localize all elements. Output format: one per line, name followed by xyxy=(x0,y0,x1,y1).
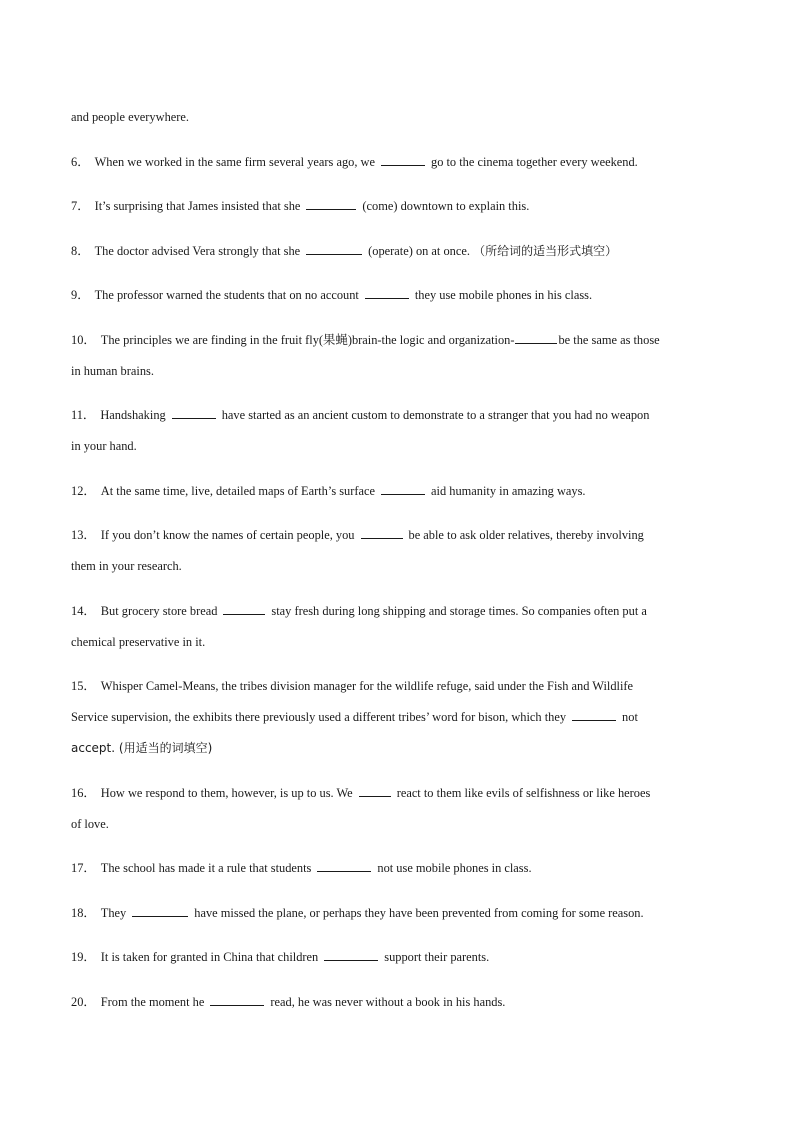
answer-blank[interactable] xyxy=(210,995,264,1006)
question-text: But grocery store bread xyxy=(100,603,218,618)
question-number: 19． xyxy=(71,950,96,964)
question-text: be able to ask older relatives, thereby involving xyxy=(408,528,644,542)
question-number: 13． xyxy=(71,528,96,542)
question-number: 16． xyxy=(71,785,96,800)
question-number: 11． xyxy=(71,408,96,422)
question-text: It is taken for granted in China that children xyxy=(100,950,319,964)
question-text: Handshaking xyxy=(100,408,166,422)
answer-blank[interactable] xyxy=(359,786,391,797)
question-number: 10． xyxy=(71,332,96,347)
question-17 xyxy=(71,853,723,884)
answer-blank[interactable] xyxy=(381,155,425,166)
question-6 xyxy=(71,147,723,178)
question-8 xyxy=(71,236,723,267)
question-text: not use mobile phones in class. xyxy=(377,861,532,875)
question-12 xyxy=(71,476,723,507)
question-text: It’s surprising that James insisted that she xyxy=(94,199,301,213)
question-11 xyxy=(71,400,723,462)
answer-blank[interactable] xyxy=(324,950,378,961)
question-number: 8． xyxy=(71,243,90,258)
answer-blank[interactable] xyxy=(172,408,216,419)
question-number: 18． xyxy=(71,905,96,920)
answer-blank[interactable] xyxy=(572,710,616,721)
question-text: in your hand. xyxy=(71,439,137,453)
question-13 xyxy=(71,520,723,582)
question-text: have missed the plane, or perhaps they have been prevented from coming for some reason. xyxy=(194,905,644,920)
question-19 xyxy=(71,942,723,973)
answer-blank[interactable] xyxy=(515,333,557,344)
question-9 xyxy=(71,280,723,311)
question-text: They xyxy=(100,905,127,920)
question-number: 12． xyxy=(71,483,96,498)
question-text: not xyxy=(622,710,638,724)
question-7 xyxy=(71,191,723,222)
question-text: (operate) on at once. xyxy=(368,243,470,258)
answer-blank[interactable] xyxy=(317,861,371,872)
question-18 xyxy=(71,898,723,929)
question-text: (come) downtown to explain this. xyxy=(362,199,530,213)
question-text: of love. xyxy=(71,816,109,831)
question-20 xyxy=(71,987,723,1018)
question-text: have started as an ancient custom to demonstrate to a stranger that you had no weapon xyxy=(221,408,650,422)
question-text: chemical preservative in it. xyxy=(71,634,206,649)
question-16 xyxy=(71,778,723,840)
question-text: them in your research. xyxy=(71,559,182,573)
question-number: 6． xyxy=(71,154,90,169)
question-10 xyxy=(71,325,723,387)
question-text: be the same as those xyxy=(558,332,660,347)
question-instruction: accept. (用适当的词填空) xyxy=(71,741,213,755)
question-text: Service supervision, the exhibits there previously used a different tribes’ word for bison, which they xyxy=(71,710,567,724)
question-text: aid humanity in amazing ways. xyxy=(431,483,586,498)
question-number: 17． xyxy=(71,861,96,875)
answer-blank[interactable] xyxy=(381,484,425,495)
question-text: and people everywhere. xyxy=(71,110,189,124)
question-continuation xyxy=(71,102,723,133)
question-number: 14． xyxy=(71,603,96,618)
question-text: The doctor advised Vera strongly that she xyxy=(94,243,301,258)
answer-blank[interactable] xyxy=(132,906,188,917)
question-14 xyxy=(71,596,723,658)
worksheet-page xyxy=(71,102,723,1031)
question-number: 20． xyxy=(71,994,96,1009)
question-text: read, he was never without a book in his hands. xyxy=(270,994,506,1009)
question-text: support their parents. xyxy=(384,950,490,964)
question-text: How we respond to them, however, is up to us. We xyxy=(100,785,353,800)
question-text: they use mobile phones in his class. xyxy=(414,288,593,302)
question-text: When we worked in the same firm several years ago, we xyxy=(94,154,375,169)
question-text: The principles we are finding in the fruit fly(果蝇)brain-the logic and organization- xyxy=(100,332,515,347)
question-text: The professor warned the students that on no account xyxy=(94,288,359,302)
question-number: 15． xyxy=(71,679,96,693)
question-text: react to them like evils of selfishness or like heroes xyxy=(396,785,651,800)
question-text: Whisper Camel-Means, the tribes division manager for the wildlife refuge, said under the Fish and Wildlife xyxy=(100,679,634,693)
question-text: From the moment he xyxy=(100,994,205,1009)
question-instruction: （所给词的适当形式填空） xyxy=(473,243,618,258)
question-number: 7． xyxy=(71,199,90,213)
question-text: At the same time, live, detailed maps of Earth’s surface xyxy=(100,483,376,498)
question-text: If you don’t know the names of certain people, you xyxy=(100,528,355,542)
question-text: The school has made it a rule that students xyxy=(100,861,312,875)
question-15 xyxy=(71,671,723,764)
question-text: stay fresh during long shipping and storage times. So companies often put a xyxy=(271,603,647,618)
answer-blank[interactable] xyxy=(223,604,265,615)
question-number: 9． xyxy=(71,288,90,302)
answer-blank[interactable] xyxy=(365,288,409,299)
answer-blank[interactable] xyxy=(306,199,356,210)
question-text: in human brains. xyxy=(71,363,154,378)
answer-blank[interactable] xyxy=(361,528,403,539)
question-text: go to the cinema together every weekend. xyxy=(431,154,638,169)
answer-blank[interactable] xyxy=(306,244,362,255)
